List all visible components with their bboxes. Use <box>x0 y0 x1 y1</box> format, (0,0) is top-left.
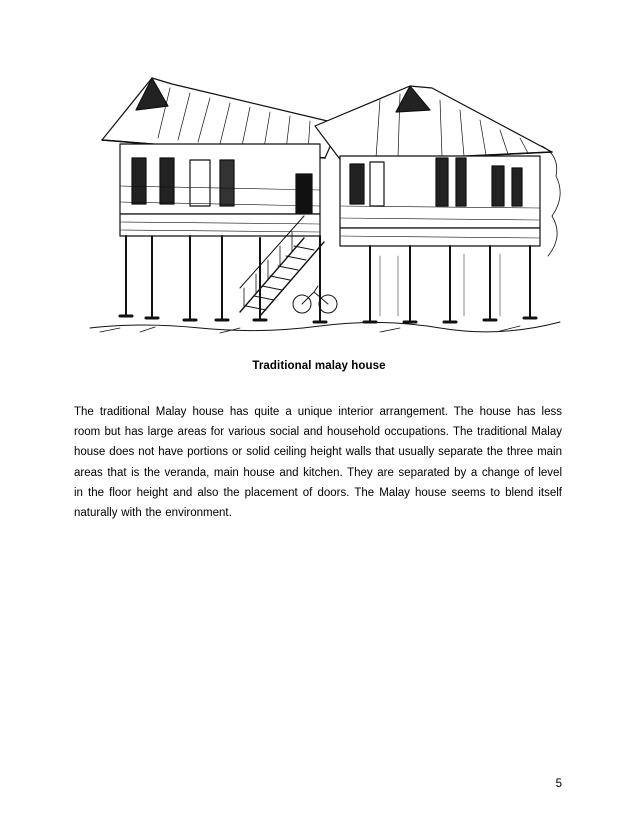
body-paragraph: The traditional Malay house has quite a unique interior arrangement. The house has less room but has large areas for various social and household occupations. The traditional Malay house does not have portions or solid ceiling height walls that usually separate the three main areas that is the veranda, main house and kitchen. They are separated by a change of level in the floor height and also the placement of doors. The Malay house seems to blend itself naturally with the environment. <box>74 406 562 520</box>
page-number: 5 <box>555 778 562 790</box>
malay-house-illustration <box>80 66 570 342</box>
figure-caption: Traditional malay house <box>252 360 386 372</box>
house-sketch-icon <box>80 66 570 342</box>
